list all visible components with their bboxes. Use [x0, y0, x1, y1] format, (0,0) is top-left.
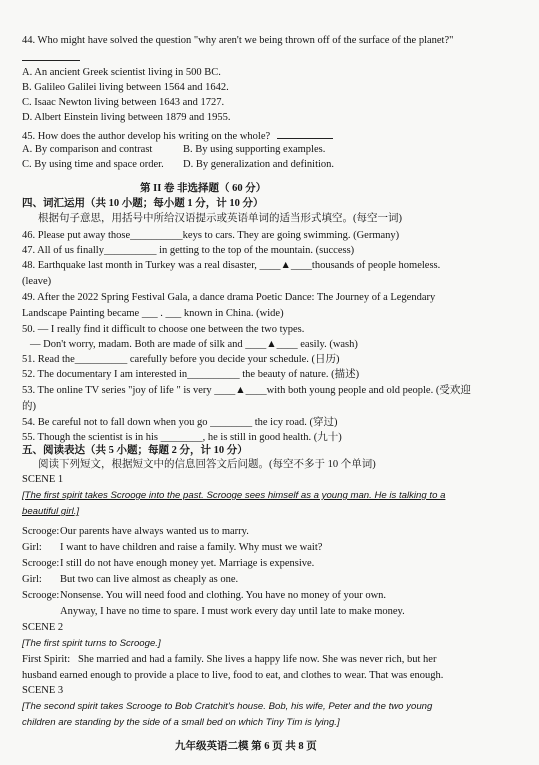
scene3-direction-line-1: [The second spirit takes Scrooge to Bob Cratchit's house. Bob, his wife, Peter and the two young	[22, 701, 433, 712]
section4-instruction: 根据句子意思，用括号中所给汉语提示或英语单词的适当形式填空。(每空一词)	[38, 213, 402, 224]
dialogue-text: I still do not have enough money yet. Marriage is expensive.	[60, 558, 315, 569]
section5-heading: 五、阅读表达（共 5 小题；每题 2 分，计 10 分）	[22, 445, 248, 456]
dialogue-row	[22, 526, 249, 538]
q45-stem-row	[22, 128, 333, 143]
q44-option-b: B. Galileo Galilei living between 1564 and 1642.	[22, 82, 229, 93]
speaker-label: Scrooge:	[22, 526, 60, 537]
speaker-label: Scrooge:	[22, 558, 60, 569]
section5-instruction: 阅读下列短文，根据短文中的信息回答文后问题。(每空不多于 10 个单词)	[38, 459, 376, 470]
q53-line-2: 的)	[22, 401, 36, 412]
q54-line: 54. Be careful not to fall down when you go ________ the icy road. (穿过)	[22, 417, 338, 428]
scene1-direction-line-1: [The first spirit takes Scrooge into the past. Scrooge sees himself as a young man. He is talking to a	[22, 490, 446, 501]
q45-option-b: B. By using supporting examples.	[183, 144, 326, 155]
part2-title: 第 II 卷 非选择题（ 60 分）	[140, 183, 267, 194]
dialogue-row	[22, 558, 314, 570]
section4-heading: 四、词汇运用（共 10 小题；每小题 1 分，计 10 分）	[22, 198, 264, 209]
dialogue-row	[22, 590, 386, 602]
dialogue-row	[22, 542, 322, 554]
q47-line: 47. All of us finally__________ in getting to the top of the mountain. (success)	[22, 245, 355, 256]
dialogue-text: She married and had a family. She lives a happy life now. She was never rich, but her	[78, 654, 437, 665]
dialogue-text: But two can live almost as cheaply as one.	[60, 574, 239, 585]
scene3-direction-line-2: children are standing by the side of a small bed on which Tiny Tim is lying.]	[22, 717, 340, 728]
dialogue-row	[22, 654, 436, 666]
scene1-direction-line-2: beautiful girl.]	[22, 506, 80, 517]
q45-option-c: C. By using time and space order.	[22, 159, 164, 170]
scene2-label: SCENE 2	[22, 622, 64, 633]
dialogue-text-continued: husband earned enough to provide a place to live, food to eat, and clothes to wear. That was enough.	[22, 670, 444, 681]
scene2-direction: [The first spirit turns to Scrooge.]	[22, 638, 161, 649]
q50-line-1: 50. — I really find it difficult to choose one between the two types.	[22, 324, 305, 335]
q53-line-1: 53. The online TV series "joy of life " is very ____▲____with both young people and old people. (受欢迎	[22, 385, 471, 396]
q44-answer-blank	[22, 50, 80, 65]
dialogue-text: I want to have children and raise a family. Why must we wait?	[60, 542, 323, 553]
q45-option-a: A. By comparison and contrast	[22, 144, 153, 155]
dialogue-text: Nonsense. You will need food and clothing. You have no money of your own.	[60, 590, 387, 601]
q50-line-2: — Don't worry, madam. Both are made of silk and ____▲____ easily. (wash)	[30, 339, 358, 350]
q52-line: 52. The documentary I am interested in__________ the beauty of nature. (描述)	[22, 369, 360, 380]
q44-option-c: C. Isaac Newton living between 1643 and 1727.	[22, 97, 225, 108]
q48-line-1: 48. Earthquake last month in Turkey was a real disaster, ____▲____thousands of people homeless.	[22, 260, 441, 271]
dialogue-text: Our parents have always wanted us to marry.	[60, 526, 249, 537]
speaker-label: Scrooge:	[22, 590, 60, 601]
q48-line-2: (leave)	[22, 276, 52, 287]
scene3-label: SCENE 3	[22, 685, 64, 696]
q44-stem: 44. Who might have solved the question "why aren't we being thrown off of the surface of the planet?"	[22, 35, 454, 46]
speaker-label: First Spirit:	[22, 654, 71, 665]
q44-option-a: A. An ancient Greek scientist living in 500 BC.	[22, 67, 221, 78]
dialogue-row	[22, 574, 238, 586]
page-footer: 九年级英语二模 第 6 页 共 8 页	[175, 741, 317, 752]
speaker-label: Girl:	[22, 574, 42, 585]
q45-options-row-2	[22, 159, 382, 171]
q45-stem: 45. How does the author develop his writing on the whole?	[22, 131, 271, 142]
q45-options-row-1	[22, 144, 382, 156]
q49-line-2: Landscape Painting became ___ . ___ known in China. (wide)	[22, 308, 284, 319]
speaker-label: Girl:	[22, 542, 42, 553]
scene1-label: SCENE 1	[22, 474, 64, 485]
q45-answer-blank	[277, 128, 333, 139]
q45-option-d: D. By generalization and definition.	[183, 159, 335, 170]
q55-line: 55. Though the scientist is in his ________, he is still in good health. (九十)	[22, 432, 342, 443]
q49-line-1: 49. After the 2022 Spring Festival Gala, a dance drama Poetic Dance: The Journey of a Legendary	[22, 292, 436, 303]
q46-line: 46. Please put away those__________keys to cars. They are going swimming. (Germany)	[22, 230, 400, 241]
q51-line: 51. Read the__________ carefully before you decide your schedule. (日历)	[22, 354, 340, 365]
q44-option-d: D. Albert Einstein living between 1879 and 1955.	[22, 112, 231, 123]
dialogue-text-continued: Anyway, I have no time to spare. I must work every day until late to make money.	[60, 606, 405, 617]
